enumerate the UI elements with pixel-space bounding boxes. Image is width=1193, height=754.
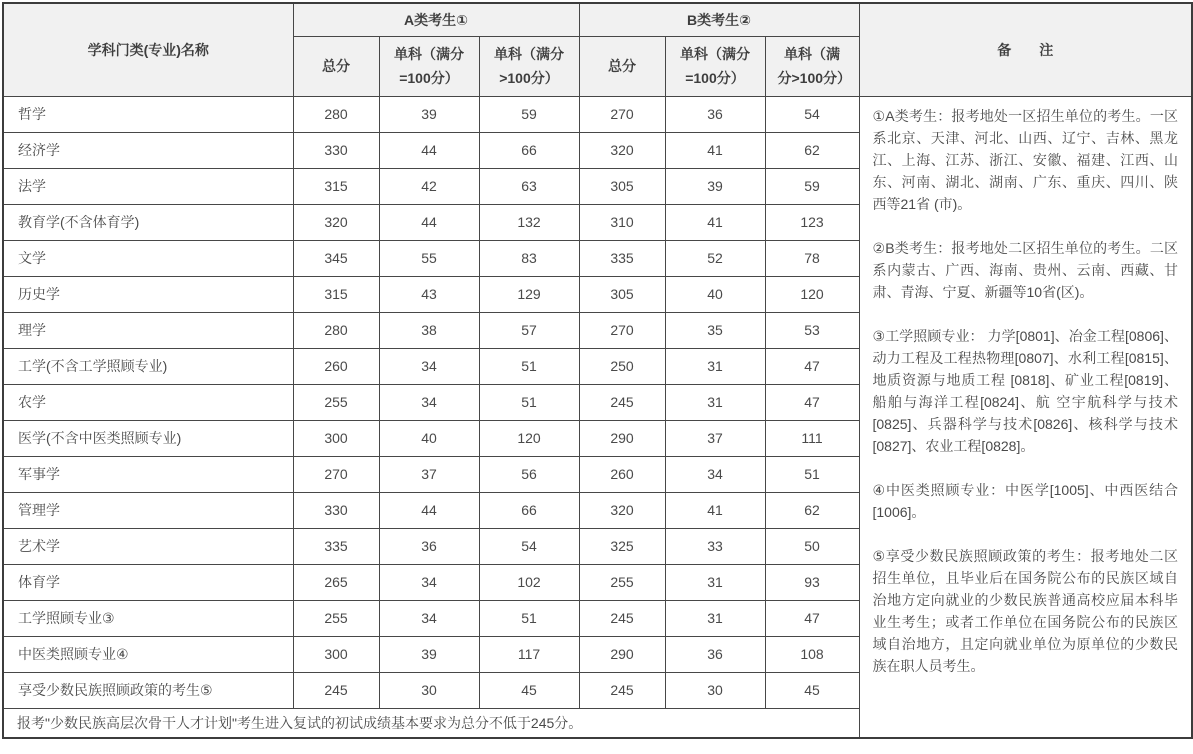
score-cell: 305 (579, 168, 665, 204)
subject-cell: 历史学 (3, 276, 293, 312)
score-cell: 33 (665, 528, 765, 564)
col-header-remark: 备 注 (859, 3, 1192, 96)
score-cell: 255 (293, 384, 379, 420)
score-cell: 44 (379, 492, 479, 528)
col-header-a-single-100: 单科（满分=100分） (379, 36, 479, 96)
score-cell: 300 (293, 420, 379, 456)
score-cell: 51 (479, 384, 579, 420)
score-cell: 66 (479, 132, 579, 168)
score-cell: 325 (579, 528, 665, 564)
score-cell: 47 (765, 384, 859, 420)
score-cell: 245 (579, 600, 665, 636)
score-cell: 34 (379, 348, 479, 384)
score-cell: 36 (665, 96, 765, 132)
subject-cell: 体育学 (3, 564, 293, 600)
score-cell: 36 (379, 528, 479, 564)
score-cell: 40 (665, 276, 765, 312)
score-cell: 250 (579, 348, 665, 384)
subject-cell: 艺术学 (3, 528, 293, 564)
score-cell: 31 (665, 564, 765, 600)
subject-cell: 中医类照顾专业④ (3, 636, 293, 672)
score-cell: 120 (765, 276, 859, 312)
score-cell: 41 (665, 492, 765, 528)
subject-cell: 工学照顾专业③ (3, 600, 293, 636)
remark-note: ③工学照顾专业： 力学[0801]、冶金工程[0806]、动力工程及工程热物理[0807]、水利工程[0815]、地质资源与地质工程 [0818]、矿业工程[0819]、船舶与海洋工程[0824]、航 空宇航科学与技术[0825]、兵器科学与技术[0826]、核科学与技术[0827]、农业工程[0828]。 (872, 327, 1178, 454)
col-header-a-total: 总分 (293, 36, 379, 96)
score-cell: 102 (479, 564, 579, 600)
score-cell: 37 (665, 420, 765, 456)
score-cell: 280 (293, 312, 379, 348)
score-cell: 40 (379, 420, 479, 456)
score-cell: 30 (665, 672, 765, 708)
col-header-a-single-over-100: 单科（满分>100分） (479, 36, 579, 96)
score-cell: 31 (665, 348, 765, 384)
score-cell: 39 (379, 636, 479, 672)
score-cell: 270 (579, 312, 665, 348)
score-cell: 56 (479, 456, 579, 492)
score-cell: 51 (765, 456, 859, 492)
score-cell: 34 (379, 564, 479, 600)
score-cell: 120 (479, 420, 579, 456)
table-header (3, 3, 1192, 96)
col-header-group-b: B类考生② (579, 3, 859, 36)
col-header-b-single-over-100: 单科（满分>100分） (765, 36, 859, 96)
score-cell: 315 (293, 168, 379, 204)
score-cell: 93 (765, 564, 859, 600)
score-cell: 50 (765, 528, 859, 564)
score-cell: 47 (765, 348, 859, 384)
header-row-groups (3, 3, 1192, 36)
subject-cell: 军事学 (3, 456, 293, 492)
col-header-b-total: 总分 (579, 36, 665, 96)
score-line-table (2, 2, 1193, 739)
score-cell: 265 (293, 564, 379, 600)
score-cell: 41 (665, 204, 765, 240)
score-cell: 335 (579, 240, 665, 276)
score-cell: 57 (479, 312, 579, 348)
score-cell: 34 (665, 456, 765, 492)
score-cell: 30 (379, 672, 479, 708)
score-cell: 245 (293, 672, 379, 708)
score-cell: 59 (479, 96, 579, 132)
score-cell: 53 (765, 312, 859, 348)
score-cell: 31 (665, 384, 765, 420)
score-cell: 345 (293, 240, 379, 276)
score-cell: 108 (765, 636, 859, 672)
score-cell: 320 (579, 132, 665, 168)
score-cell: 41 (665, 132, 765, 168)
score-cell: 123 (765, 204, 859, 240)
score-cell: 330 (293, 132, 379, 168)
score-cell: 117 (479, 636, 579, 672)
remark-note: ②B类考生：报考地处二区招生单位的考生。二区系内蒙古、广西、海南、贵州、云南、西藏、甘肃、青海、宁夏、新疆等10省(区)。 (872, 239, 1178, 300)
score-cell: 315 (293, 276, 379, 312)
score-cell: 330 (293, 492, 379, 528)
subject-cell: 经济学 (3, 132, 293, 168)
subject-cell: 文学 (3, 240, 293, 276)
score-cell: 39 (379, 96, 479, 132)
score-cell: 305 (579, 276, 665, 312)
score-cell: 63 (479, 168, 579, 204)
score-cell: 31 (665, 600, 765, 636)
remark-note: ④中医类照顾专业：中医学[1005]、中西医结合[1006]。 (872, 481, 1178, 520)
score-cell: 320 (579, 492, 665, 528)
score-cell: 300 (293, 636, 379, 672)
subject-cell: 理学 (3, 312, 293, 348)
score-cell: 320 (293, 204, 379, 240)
score-cell: 59 (765, 168, 859, 204)
subject-cell: 法学 (3, 168, 293, 204)
subject-cell: 享受少数民族照顾政策的考生⑤ (3, 672, 293, 708)
score-cell: 51 (479, 600, 579, 636)
table-body (3, 96, 1192, 738)
score-cell: 38 (379, 312, 479, 348)
score-cell: 270 (579, 96, 665, 132)
subject-cell: 哲学 (3, 96, 293, 132)
score-cell: 310 (579, 204, 665, 240)
score-cell: 62 (765, 492, 859, 528)
score-cell: 34 (379, 384, 479, 420)
subject-cell: 医学(不含中医类照顾专业) (3, 420, 293, 456)
score-cell: 45 (479, 672, 579, 708)
footnote-cell: 报考"少数民族高层次骨干人才计划"考生进入复试的初试成绩基本要求为总分不低于245分。 (3, 708, 859, 738)
score-cell: 54 (765, 96, 859, 132)
score-cell: 52 (665, 240, 765, 276)
score-cell: 62 (765, 132, 859, 168)
score-cell: 280 (293, 96, 379, 132)
score-cell: 51 (479, 348, 579, 384)
subject-cell: 工学(不含工学照顾专业) (3, 348, 293, 384)
score-cell: 34 (379, 600, 479, 636)
score-cell: 132 (479, 204, 579, 240)
score-cell: 42 (379, 168, 479, 204)
score-cell: 245 (579, 384, 665, 420)
score-cell: 44 (379, 132, 479, 168)
subject-cell: 农学 (3, 384, 293, 420)
score-cell: 255 (293, 600, 379, 636)
score-cell: 290 (579, 420, 665, 456)
score-cell: 35 (665, 312, 765, 348)
score-cell: 43 (379, 276, 479, 312)
score-cell: 129 (479, 276, 579, 312)
col-header-group-a: A类考生① (293, 3, 579, 36)
score-cell: 47 (765, 600, 859, 636)
table-row (3, 96, 1192, 132)
score-cell: 260 (293, 348, 379, 384)
remarks-cell (859, 96, 1192, 738)
score-cell: 66 (479, 492, 579, 528)
score-cell: 45 (765, 672, 859, 708)
score-cell: 111 (765, 420, 859, 456)
subject-cell: 教育学(不含体育学) (3, 204, 293, 240)
score-cell: 78 (765, 240, 859, 276)
subject-cell: 管理学 (3, 492, 293, 528)
score-cell: 83 (479, 240, 579, 276)
remark-note: ⑤享受少数民族照顾政策的考生：报考地处二区招生单位，且毕业后在国务院公布的民族区域自治地方定向就业的少数民族普通高校应届本科毕业生考生；或者工作单位在国务院公布的民族区域自治地方，且定向就业单位为原单位的少数民族在职人员考生。 (872, 547, 1178, 674)
score-cell: 245 (579, 672, 665, 708)
score-cell: 36 (665, 636, 765, 672)
score-cell: 37 (379, 456, 479, 492)
score-cell: 270 (293, 456, 379, 492)
score-cell: 335 (293, 528, 379, 564)
col-header-subject: 学科门类(专业)名称 (3, 3, 293, 96)
score-cell: 260 (579, 456, 665, 492)
score-cell: 44 (379, 204, 479, 240)
score-cell: 55 (379, 240, 479, 276)
score-cell: 54 (479, 528, 579, 564)
remark-note: ①A类考生：报考地处一区招生单位的考生。一区系北京、天津、河北、山西、辽宁、吉林、黑龙江、上海、江苏、浙江、安徽、福建、江西、山东、河南、湖北、湖南、广东、重庆、四川、陕西等21省 (市)。 (872, 107, 1178, 212)
col-header-b-single-100: 单科（满分=100分） (665, 36, 765, 96)
score-cell: 255 (579, 564, 665, 600)
score-cell: 290 (579, 636, 665, 672)
score-cell: 39 (665, 168, 765, 204)
